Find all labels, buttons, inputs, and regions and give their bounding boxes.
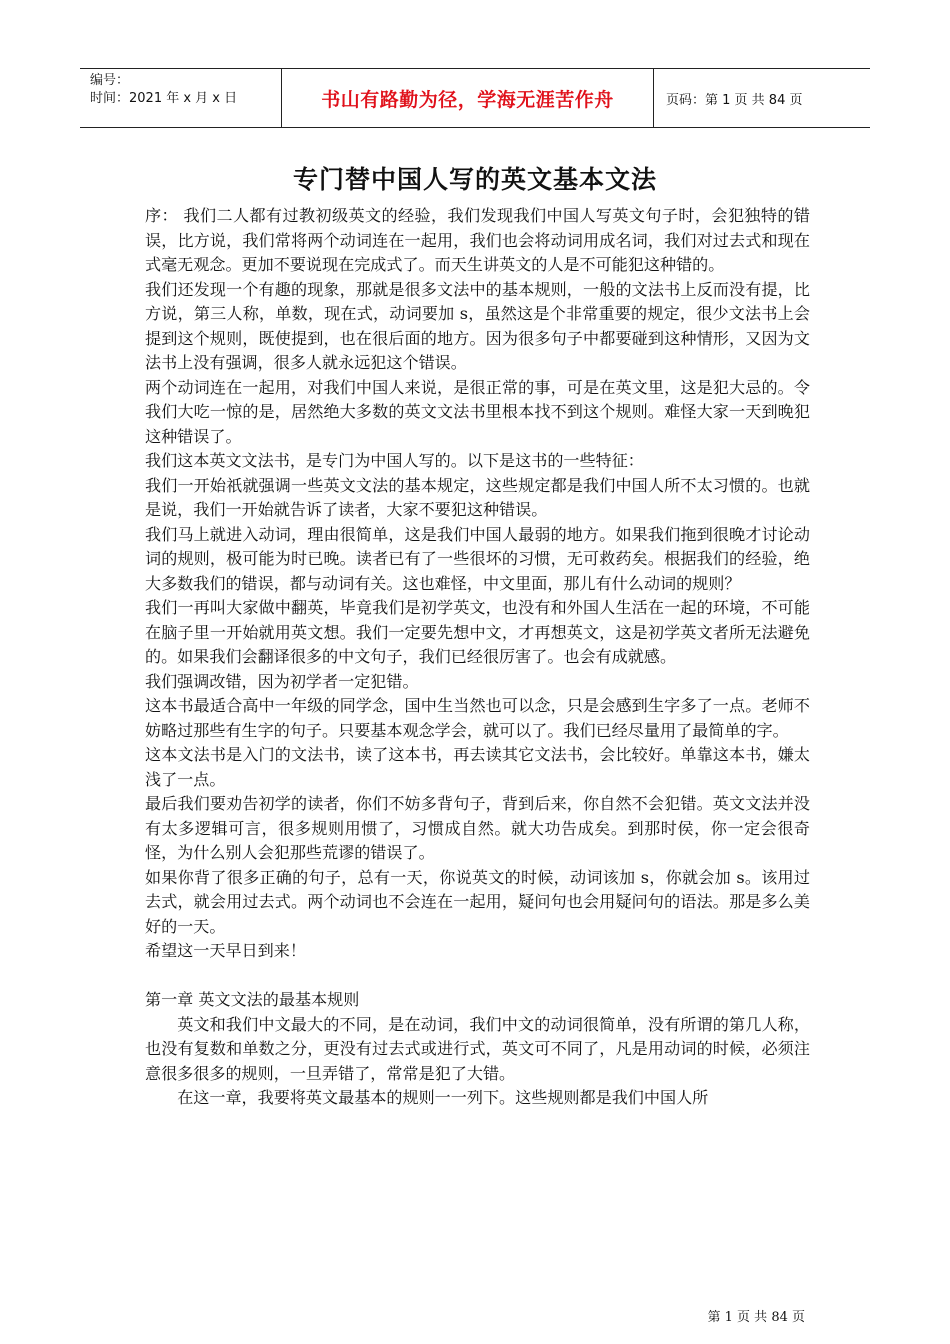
page-footer: 第 1 页 共 84 页: [707, 1310, 805, 1325]
document-body: [145, 204, 810, 1111]
header-motto-cell: [281, 69, 654, 127]
time-label: 时间：2021 年 x 月 x 日: [90, 91, 238, 106]
chapter-paragraph: 英文和我们中文最大的不同，是在动词，我们中文的动词很简单，没有所谓的第几人称，也没有复数和单数之分，更没有过去式或进行式，英文可不同了，凡是用动词的时候，必须注意很多很多的规则，一旦弄错了，常常是犯了大错。: [145, 1014, 810, 1083]
paragraph: 两个动词连在一起用，对我们中国人来说，是很正常的事，可是在英文里，这是犯大忌的。令我们大吃一惊的是，居然绝大多数的英文文法书里根本找不到这个规则。难怪大家一天到晚犯这种错误了。: [145, 377, 810, 446]
paragraph: 我们强调改错，因为初学者一定犯错。: [145, 671, 419, 691]
paragraph-gap: [145, 964, 810, 989]
paragraph: 最后我们要劝告初学的读者，你们不妨多背句子，背到后来，你自然不会犯错。英文文法并没有太多逻辑可言，很多规则用惯了，习惯成自然。就大功告成矣。到那时侯，你一定会很奇怪，为什么别人会犯那些荒谬的错误了。: [145, 794, 810, 862]
paragraph: 我们还发现一个有趣的现象，那就是很多文法中的基本规则，一般的文法书上反而没有提，比方说，第三人称，单数，现在式，动词要加 s，虽然这是个非常重要的规定，很少文法书上会提到这个规则，既使提到，也在很后面的地方。因为很多句子中都要碰到这种情形，又因为文法书上没有强调，很多人就永远犯这个错误。: [145, 279, 810, 372]
paragraph: 序： 我们二人都有过教初级英文的经验，我们发现我们中国人写英文句子时，会犯独特的错误，比方说，我们常将两个动词连在一起用，我们也会将动词用成名词，我们对过去式和现在式毫无观念。更加不要说现在完成式了。而天生讲英文的人是不可能犯这种错的。: [145, 206, 810, 274]
header-table: [80, 68, 870, 128]
paragraph: 希望这一天早日到来！: [145, 941, 306, 960]
paragraph: 我们一开始祇就强调一些英文文法的基本规定，这些规定都是我们中国人所不太习惯的。也就是说，我们一开始就告诉了读者，大家不要犯这种错误。: [145, 475, 810, 519]
paragraph: 这本书最适合高中一年级的同学念，国中生当然也可以念，只是会感到生字多了一点。老师不妨略过那些有生字的句子。只要基本观念学会，就可以了。我们已经尽量用了最简单的字。: [145, 696, 810, 740]
page-label: 页码：第 1 页 共 84 页: [666, 92, 803, 108]
paragraph: 这本文法书是入门的文法书，读了这本书，再去读其它文法书，会比较好。单靠这本书，嫌太浅了一点。: [145, 745, 810, 789]
chapter-heading: 第一章 英文文法的最基本规则: [145, 990, 360, 1009]
number-label: 编号：: [90, 73, 130, 88]
header-page-cell: [654, 69, 870, 127]
header-meta: [80, 69, 281, 127]
paragraph: 我们马上就进入动词，理由很简单，这是我们中国人最弱的地方。如果我们拖到很晚才讨论动词的规则，极可能为时已晚。读者已有了一些很坏的习惯，无可救药矣。根据我们的经验，绝大多数我们的错误，都与动词有关。这也难怪，中文里面，那儿有什么动词的规则？: [145, 524, 810, 593]
motto-text: 书山有路勤为径，学海无涯苦作舟: [321, 88, 614, 111]
document-title: 专门替中国人写的英文基本文法: [292, 165, 657, 194]
paragraph: 如果你背了很多正确的句子，总有一天，你说英文的时候，动词该加 s，你就会加 s。该用过去式，就会用过去式。两个动词也不会连在一起用，疑问句也会用疑问句的语法。那是多么美好的一天。: [145, 867, 810, 936]
paragraph: 我们一再叫大家做中翻英，毕竟我们是初学英文，也没有和外国人生活在一起的环境，不可能在脑子里一开始就用英文想。我们一定要先想中文，才再想英文，这是初学英文者所无法避免的。如果我们会翻译很多的中文句子，我们已经很厉害了。也会有成就感。: [145, 598, 810, 666]
chapter-paragraph: 在这一章，我要将英文最基本的规则一一列下。这些规则都是我们中国人所: [177, 1088, 709, 1107]
paragraph: 我们这本英文文法书，是专门为中国人写的。以下是这书的一些特征：: [145, 451, 644, 470]
